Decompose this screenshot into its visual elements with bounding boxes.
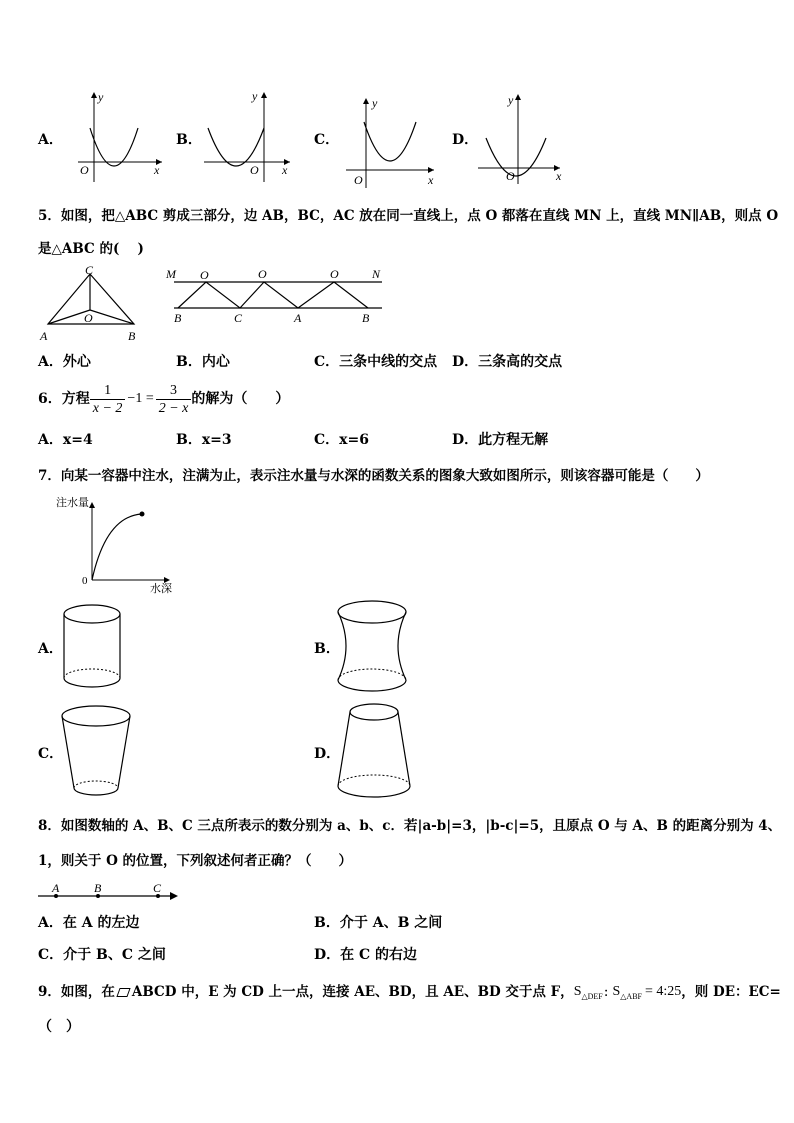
q5-option-a[interactable]: A．外心	[38, 354, 91, 370]
q4-option-c-letter: C．	[314, 132, 340, 148]
q5-label-c: C	[85, 263, 94, 277]
q5-label-m: M	[166, 267, 176, 281]
q4-b-x-label: x	[282, 163, 288, 177]
q6-option-d[interactable]: D．此方程无解	[452, 432, 549, 448]
q9-area-2-subscript: △ABF	[620, 991, 642, 1001]
q4-d-origin: O	[506, 169, 515, 183]
q9-stem-part1: 9．如图，在	[38, 984, 115, 1000]
q6-prefix: 6．方程	[38, 391, 90, 407]
q7-graph-origin: 0	[82, 575, 88, 587]
q5-label-o3: O	[330, 267, 339, 281]
q4-a-x-label: x	[154, 163, 160, 177]
q5-figure-strip	[162, 262, 392, 326]
q9-stem-line2: （ ）	[38, 1019, 80, 1035]
q9-area-2	[612, 984, 642, 1001]
q4-graph-b	[200, 86, 300, 186]
q5-stem-line1: 5．如图，把△ABC 剪成三部分，边 AB，BC，AC 放在同一直线上，点 O 都落在直线 MN 上，直线 MN∥AB，则点 O	[38, 208, 779, 224]
q8-option-a[interactable]: A．在 A 的左边	[38, 915, 140, 931]
q6-fraction-1	[90, 382, 126, 417]
q6-option-a[interactable]: A．x=4	[38, 432, 93, 448]
q8-option-c[interactable]: C．介于 B、C 之间	[38, 947, 166, 963]
q8-point-b: B	[94, 881, 102, 895]
q7-container-c	[58, 702, 138, 802]
q6-middle: −1 =	[127, 391, 154, 406]
q5-stem-line2: 是△ABC 的( )	[38, 241, 144, 257]
q7-stem: 7．向某一容器中注水，注满为止，表示注水量与水深的函数关系的图象大致如图所示，则该容器可能是（ ）	[38, 468, 709, 484]
q8-option-b[interactable]: B．介于 A、B 之间	[314, 915, 443, 931]
q6-fraction-2	[156, 382, 192, 417]
q8-stem-line1: 8．如图数轴的 A、B、C 三点所表示的数分别为 a、b、c．若|a-b|=3，|b-c|=5，且原点 O 与 A、B 的距离分别为 4、	[38, 818, 782, 834]
q8-option-d[interactable]: D．在 C 的右边	[314, 947, 418, 963]
q5-label-c2: C	[234, 311, 243, 325]
q5-figure-triangle	[38, 262, 148, 344]
q9-stem-part2: ABCD 中，E 为 CD 上一点，连接 AE、BD，且 AE、BD 交于点 F，	[131, 984, 574, 1000]
q8-point-c: C	[153, 881, 162, 895]
q9-ratio: = 4:25	[644, 984, 682, 999]
q6-fraction-2-numerator: 3	[156, 382, 192, 400]
q5-option-d[interactable]: D．三条高的交点	[452, 354, 563, 370]
q4-b-y-label: y	[252, 89, 258, 103]
q7-container-a	[58, 600, 128, 692]
q7-graph-x-label: 水深	[150, 583, 172, 595]
q9-stem-line1	[38, 980, 781, 1004]
q4-option-a-letter: A．	[38, 132, 63, 148]
q8-stem-line2: 1，则关于 O 的位置，下列叙述何者正确？（ ）	[38, 853, 353, 869]
parallelogram-icon	[116, 988, 130, 997]
q9-area-colon: :	[603, 984, 609, 1000]
q7-option-c[interactable]: C．	[38, 746, 64, 762]
q4-graph-a	[70, 86, 170, 186]
q4-graph-c	[342, 92, 442, 192]
q5-label-b2: B	[362, 311, 370, 325]
q4-d-y-label: y	[508, 93, 514, 107]
q6-fraction-1-numerator: 1	[90, 382, 126, 400]
q4-c-origin: O	[354, 173, 363, 187]
q5-label-b: B	[128, 329, 136, 343]
q9-area-1-subscript: △DEF	[581, 991, 603, 1001]
q7-option-d[interactable]: D．	[314, 746, 341, 762]
q5-label-o: O	[84, 311, 93, 325]
q5-label-o1: O	[200, 268, 209, 282]
q7-graph	[50, 494, 180, 596]
q7-graph-y-label: 注水量	[56, 497, 89, 509]
q6-fraction-1-denominator: x − 2	[92, 400, 123, 416]
q5-label-b1: B	[174, 311, 182, 325]
q4-option-d-letter: D．	[452, 132, 479, 148]
q5-option-c[interactable]: C．三条中线的交点	[314, 354, 438, 370]
q4-d-x-label: x	[556, 169, 562, 183]
q4-option-b-letter: B．	[176, 132, 202, 148]
q5-option-b[interactable]: B．内心	[176, 354, 230, 370]
q4-a-y-label: y	[98, 90, 104, 104]
q6-suffix: 的解为（ ）	[191, 391, 290, 407]
q5-label-o2: O	[258, 267, 267, 281]
q4-c-y-label: y	[372, 96, 378, 110]
q9-area-1-symbol: S	[573, 983, 582, 999]
q5-label-a2: A	[294, 311, 302, 325]
q7-option-b[interactable]: B．	[314, 641, 340, 657]
q5-label-n: N	[372, 267, 381, 281]
q6-stem	[38, 378, 289, 420]
q4-c-x-label: x	[428, 173, 434, 187]
q6-option-c[interactable]: C．x=6	[314, 432, 369, 448]
q5-label-a: A	[40, 329, 48, 343]
q7-container-d	[330, 700, 420, 804]
q7-option-a[interactable]: A．	[38, 641, 63, 657]
q6-option-b[interactable]: B．x=3	[176, 432, 232, 448]
q8-number-line	[36, 878, 186, 906]
q6-fraction-2-denominator: 2 − x	[158, 400, 189, 416]
q4-a-origin: O	[80, 163, 89, 177]
q8-point-a: A	[52, 881, 60, 895]
q4-graph-d	[476, 88, 576, 188]
q7-container-b	[330, 596, 420, 696]
q9-area-1	[574, 984, 603, 1001]
q9-area-2-symbol: S	[612, 983, 621, 999]
q9-stem-tail: ，则 DE：EC=	[681, 984, 781, 1000]
q4-b-origin: O	[250, 163, 259, 177]
